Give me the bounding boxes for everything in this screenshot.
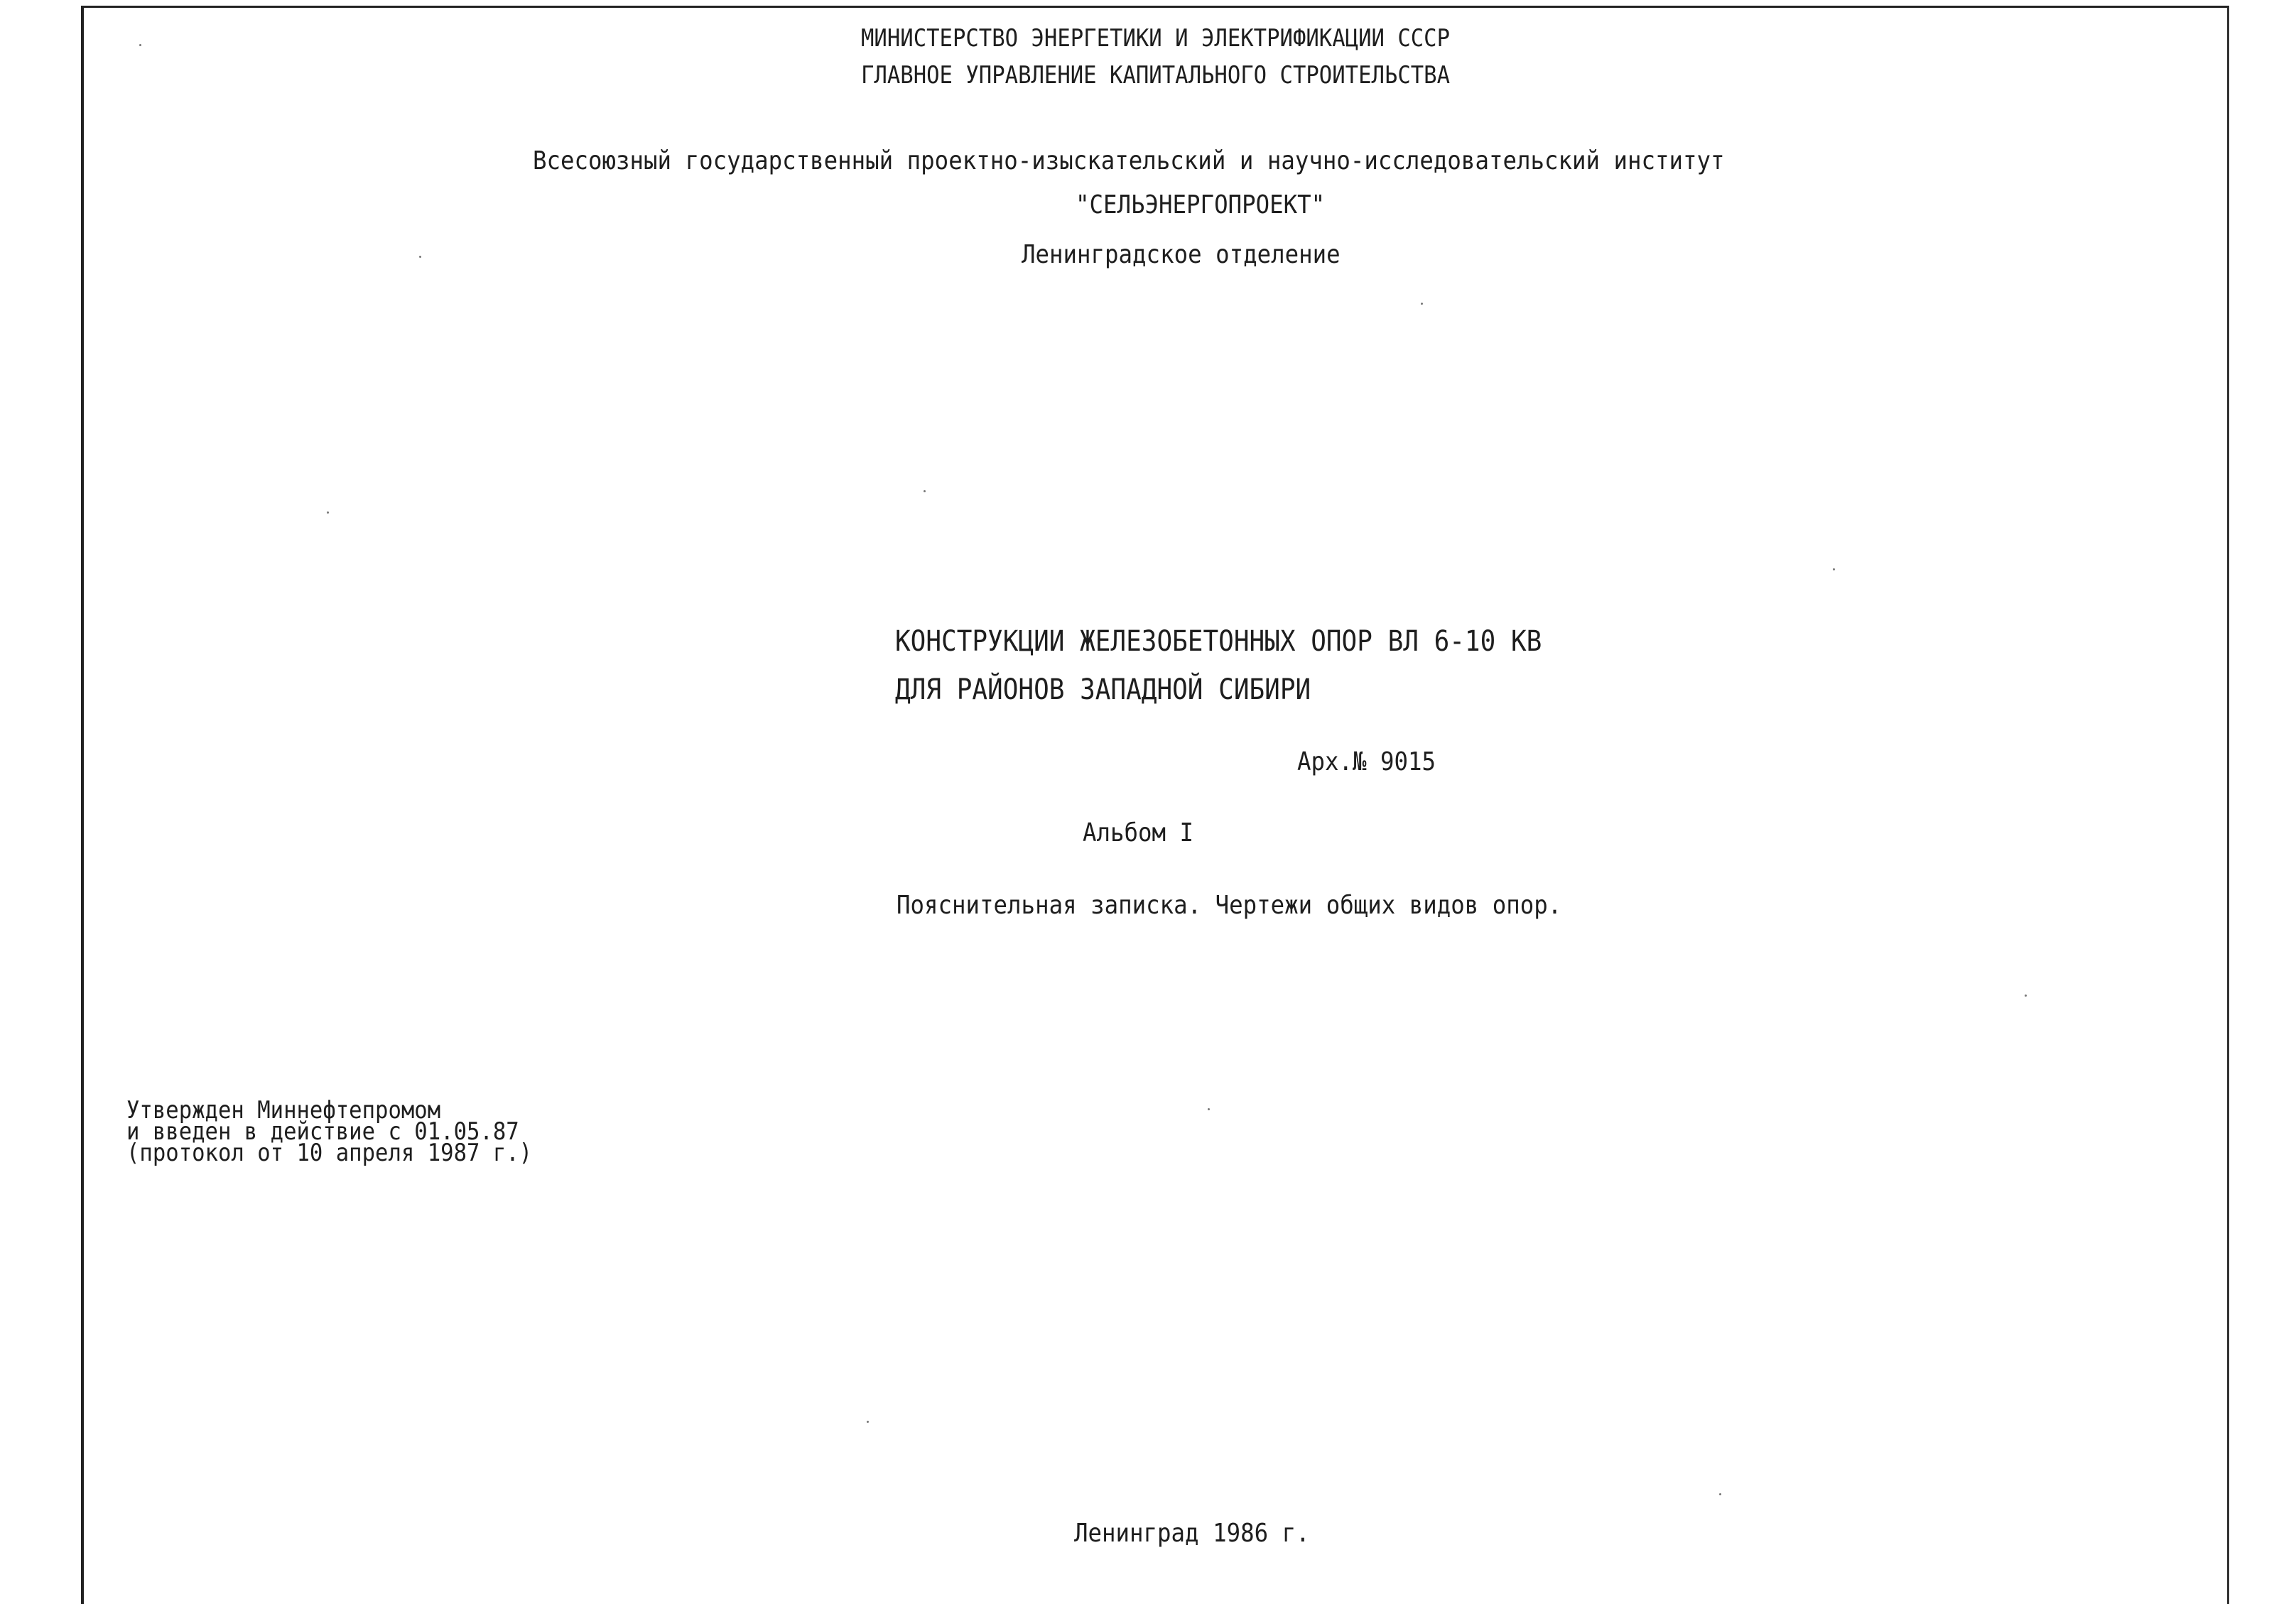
- institute-branch: Ленинградское отделение: [1022, 240, 1341, 269]
- place-and-year: Ленинград 1986 г.: [1074, 1519, 1310, 1548]
- scan-speck: [924, 490, 926, 492]
- ministry-heading: МИНИСТЕРСТВО ЭНЕРГЕТИКИ И ЭЛЕКТРИФИКАЦИИ СССР: [861, 24, 1451, 53]
- album-contents: Пояснительная записка. Чертежи общих видов опор.: [897, 891, 1562, 920]
- document-title-line1: КОНСТРУКЦИИ ЖЕЛЕЗОБЕТОННЫХ ОПОР ВЛ 6-10 КВ: [895, 625, 1542, 658]
- institute-short-name: "СЕЛЬЭНЕРГОПРОЕКТ": [1076, 190, 1326, 220]
- approval-line2: и введен в действие с 01.05.87: [126, 1117, 519, 1146]
- scan-speck: [867, 1421, 869, 1423]
- scan-speck: [1208, 1108, 1210, 1110]
- scan-speck: [419, 256, 421, 258]
- approval-line3: (протокол от 10 апреля 1987 г.): [126, 1139, 533, 1167]
- document-title-line2: ДЛЯ РАЙОНОВ ЗАПАДНОЙ СИБИРИ: [895, 673, 1311, 706]
- album-number: Альбом I: [1083, 818, 1194, 847]
- department-heading: ГЛАВНОЕ УПРАВЛЕНИЕ КАПИТАЛЬНОГО СТРОИТЕЛЬСТВА: [861, 61, 1451, 90]
- scan-speck: [1719, 1493, 1721, 1495]
- scan-speck: [1421, 303, 1423, 305]
- archive-number: Арх.№ 9015: [1297, 747, 1436, 776]
- scan-speck: [1833, 568, 1835, 570]
- scan-speck: [139, 44, 141, 46]
- institute-full-name: Всесоюзный государственный проектно-изыскательский и научно-исследовательский институт: [533, 146, 1725, 175]
- scan-speck: [2025, 995, 2027, 997]
- approval-line1: Утвержден Миннефтепромом: [126, 1096, 441, 1125]
- scan-speck: [327, 511, 329, 514]
